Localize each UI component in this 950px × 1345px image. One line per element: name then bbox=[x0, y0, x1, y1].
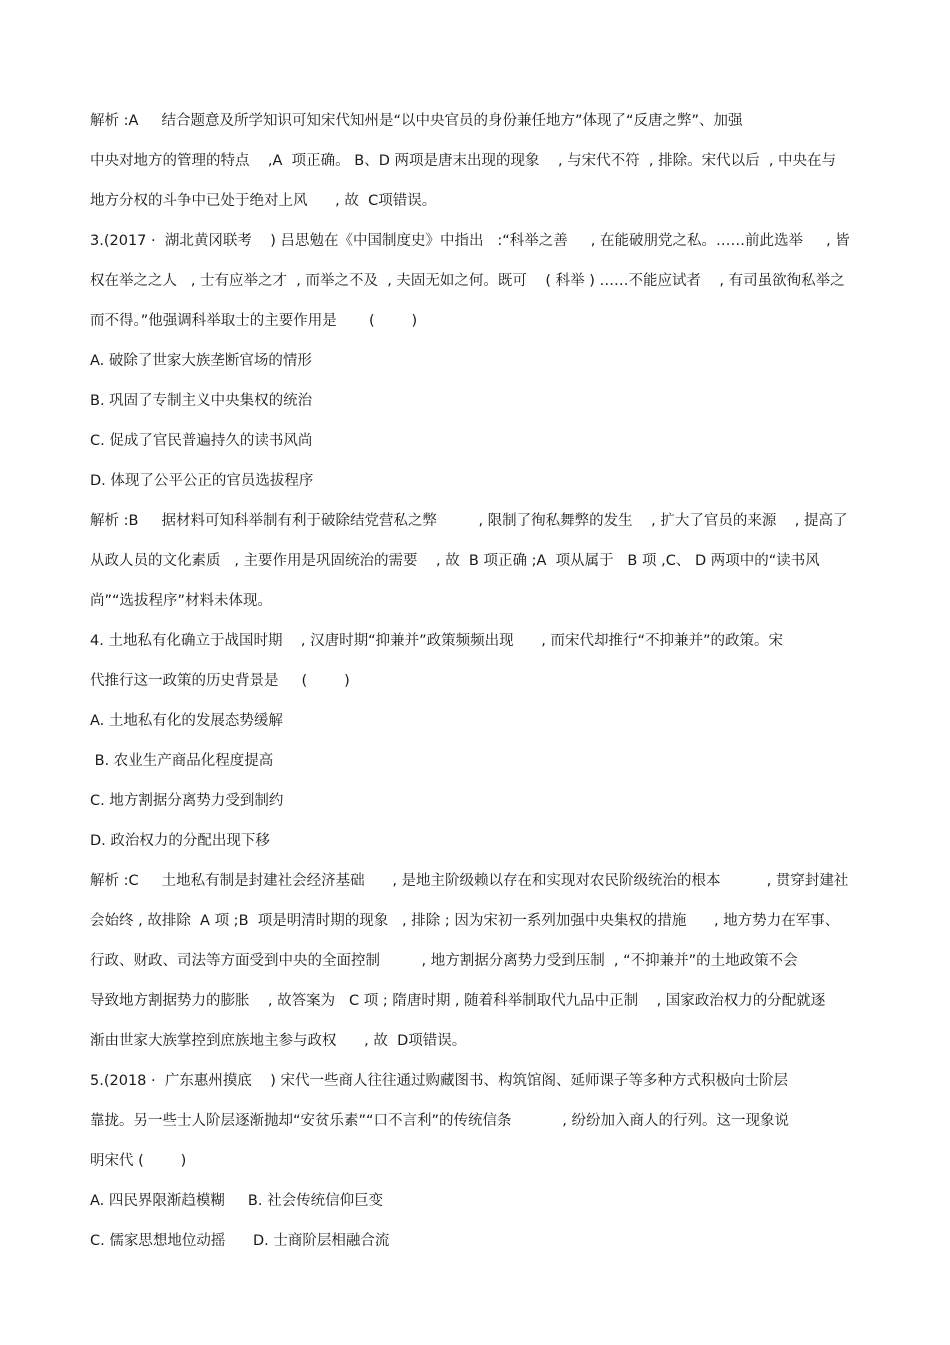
text-line: 代推行这一政策的历史背景是 ( ) bbox=[90, 673, 350, 689]
option-c: C. 促成了官民普遍持久的读书风尚 bbox=[90, 433, 313, 449]
option-d: D. 政治权力的分配出现下移 bbox=[90, 833, 270, 849]
option-a: A. 破除了世家大族垄断官场的情形 bbox=[90, 353, 312, 369]
text-line: 从政人员的文化素质 , 主要作用是巩固统治的需要 , 故 B 项正确 ;A 项从属于 B 项 ,C、 D 两项中的“读书风 bbox=[90, 553, 820, 569]
option-d: D. 体现了公平公正的官员选拔程序 bbox=[90, 473, 314, 489]
question-4-stem: 4. 土地私有化确立于战国时期 , 汉唐时期“抑兼并”政策频频出现 , 而宋代却推行“不抑兼并”的政策。宋 bbox=[90, 633, 784, 649]
text-line: 行政、财政、司法等方面受到中央的全面控制 , 地方割据分离势力受到压制 , “不抑兼并”的土地政策不会 bbox=[90, 953, 798, 969]
text-line: 中央对地方的管理的特点 ,A 项正确。 B、D 两项是唐末出现的现象 , 与宋代不符 , 排除。宋代以后 , 中央在与 bbox=[90, 153, 837, 169]
text-line: 导致地方割据势力的膨胀 , 故答案为 C 项 ; 隋唐时期 , 随着科举制取代九品中正制 , 国家政治权力的分配就逐 bbox=[90, 993, 826, 1009]
text-line: 解析 :C 土地私有制是封建社会经济基础 , 是地主阶级赖以存在和实现对农民阶级统治的根本 , 贯穿封建社 bbox=[90, 873, 849, 889]
text-line: 明宋代 ( ) bbox=[90, 1153, 187, 1169]
text-line: 尚”“选拔程序”材料未体现。 bbox=[90, 593, 273, 609]
text-line: 会始终 , 故排除 A 项 ;B 项是明清时期的现象 , 排除 ; 因为宋初一系列加强中央集权的措施 , 地方势力在军事、 bbox=[90, 913, 840, 929]
text-line: 解析 :A 结合题意及所学知识可知宋代知州是“以中央官员的身份兼任地方”体现了“反唐之弊”、加强 bbox=[90, 113, 743, 129]
text-line: 而不得。”他强调科举取士的主要作用是 ( ) bbox=[90, 313, 418, 329]
text-line: 解析 :B 据材料可知科举制有利于破除结党营私之弊 , 限制了徇私舞弊的发生 , 扩大了官员的来源 , 提高了 bbox=[90, 513, 848, 529]
option-b: B. 农业生产商品化程度提高 bbox=[90, 753, 274, 769]
question-5-stem: 5.(2018 · 广东惠州摸底 ) 宋代一些商人往往通过购藏图书、构筑馆阁、延师课子等多种方式积极向士阶层 bbox=[90, 1073, 789, 1089]
text-line: 地方分权的斗争中已处于绝对上风 , 故 C项错误。 bbox=[90, 193, 437, 209]
option-a: A. 土地私有化的发展态势缓解 bbox=[90, 713, 283, 729]
question-3-stem: 3.(2017 · 湖北黄冈联考 ) 吕思勉在《中国制度史》中指出 :“科举之善 , 在能破朋党之私。……前此选举 , 皆 bbox=[90, 233, 850, 249]
text-line: 渐由世家大族掌控到庶族地主参与政权 , 故 D项错误。 bbox=[90, 1033, 467, 1049]
option-b: B. 巩固了专制主义中央集权的统治 bbox=[90, 393, 313, 409]
options-a-b: A. 四民界限渐趋模糊 B. 社会传统信仰巨变 bbox=[90, 1193, 384, 1209]
text-line: 靠拢。另一些士人阶层逐渐抛却“安贫乐素”“口不言利”的传统信条 , 纷纷加入商人的行列。这一现象说 bbox=[90, 1113, 789, 1129]
options-c-d: C. 儒家思想地位动摇 D. 士商阶层相融合流 bbox=[90, 1233, 390, 1249]
option-c: C. 地方割据分离势力受到制约 bbox=[90, 793, 284, 809]
text-line: 权在举之之人 , 士有应举之才 , 而举之不及 , 夫固无如之何。既可 ( 科举 ) ……不能应试者 , 有司虽欲徇私举之 bbox=[90, 273, 845, 289]
